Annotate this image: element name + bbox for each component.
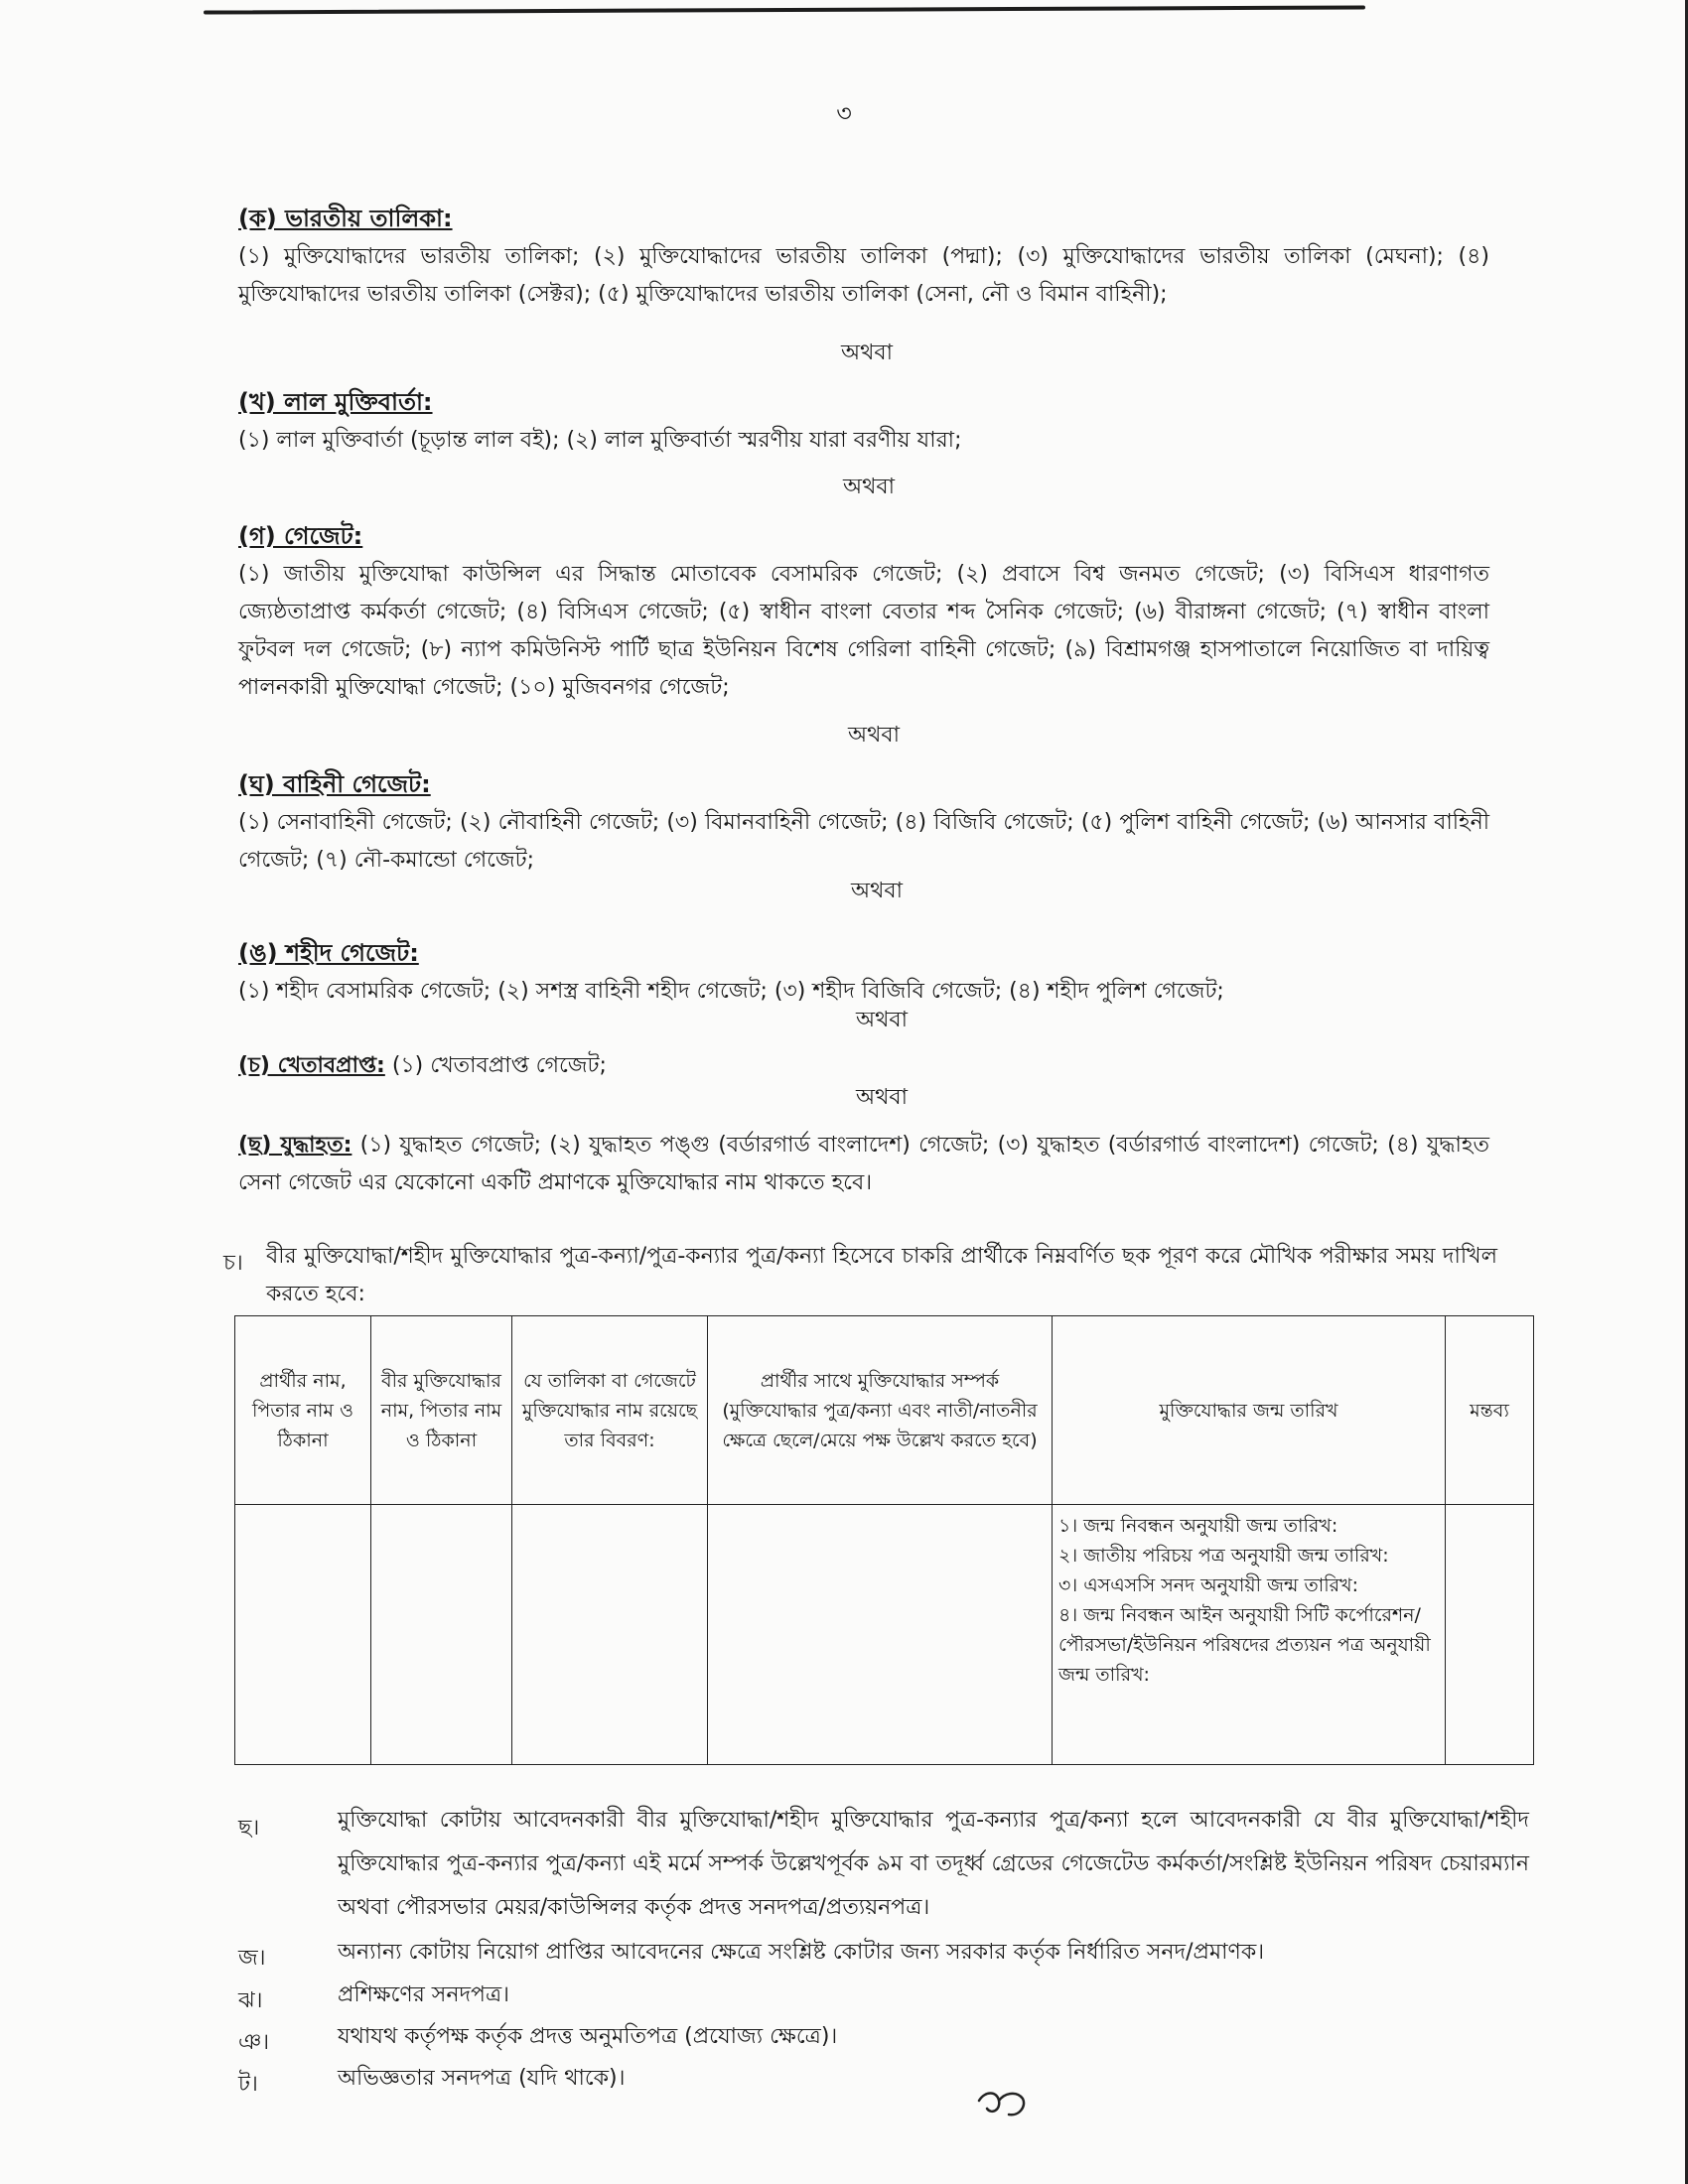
table-header-cell: যে তালিকা বা গেজেটে মুক্তিযোদ্ধার নাম রয়েছে তার বিবরণ: bbox=[512, 1316, 708, 1505]
table-header-cell: মন্তব্য bbox=[1446, 1316, 1534, 1505]
table-header-cell: প্রার্থীর সাথে মুক্তিযোদ্ধার সম্পর্ক (মুক্তিযোদ্ধার পুত্র/কন্যা এবং নাতী/নাতনীর ক্ষেত্রে ছেলে/মেয়ে পক্ষ উল্লেখ করতে হবে) bbox=[708, 1316, 1053, 1505]
scan-top-line bbox=[204, 5, 1365, 14]
section-kha bbox=[238, 382, 1489, 460]
item-cha-marker: চ। bbox=[223, 1251, 243, 1276]
handwritten-initial-icon bbox=[973, 2085, 1033, 2124]
item-text: প্রশিক্ষণের সনদপত্র। bbox=[338, 1982, 509, 2007]
relationship-cell[interactable] bbox=[708, 1505, 1053, 1765]
list-item bbox=[238, 2015, 1529, 2059]
section-ka bbox=[238, 199, 1489, 314]
section-uma-heading: (ঙ) শহীদ গেজেট: bbox=[238, 939, 419, 967]
birth-date-cell[interactable] bbox=[1053, 1505, 1446, 1765]
or-separator-5: অথবা bbox=[856, 1008, 908, 1032]
section-ga-heading: (গ) গেজেট: bbox=[238, 522, 363, 550]
table-header-cell: মুক্তিযোদ্ধার জন্ম তারিখ bbox=[1053, 1316, 1446, 1505]
item-marker: জ। bbox=[238, 1946, 266, 1971]
or-separator-4: অথবা bbox=[851, 879, 903, 903]
remarks-cell[interactable] bbox=[1446, 1505, 1534, 1765]
section-gha-text: (১) সেনাবাহিনী গেজেট; (২) নৌবাহিনী গেজেট; (৩) বিমানবাহিনী গেজেট; (৪) বিজিবি গেজেট; (৫) পুলিশ বাহিনী গেজেট; (৬) আনসার বাহিনী গেজেট; (৭) নৌ-কমান্ডো গেজেট; bbox=[238, 810, 1489, 873]
section-cha-text: (১) খেতাবপ্রাপ্ত গেজেট; bbox=[391, 1053, 607, 1078]
list-item bbox=[238, 1974, 1529, 2017]
section-cha-heading: (চ) খেতাবপ্রাপ্ত: bbox=[238, 1053, 385, 1078]
birth-date-line: ৩। এসএসসি সনদ অনুযায়ী জন্ম তারিখ: bbox=[1058, 1574, 1359, 1596]
list-gazette-details-cell[interactable] bbox=[512, 1505, 708, 1765]
section-uma bbox=[238, 933, 1489, 1011]
freedom-fighter-relation-table bbox=[234, 1315, 1534, 1765]
table-header-cell: বীর মুক্তিযোদ্ধার নাম, পিতার নাম ও ঠিকানা bbox=[371, 1316, 512, 1505]
section-gha-heading: (ঘ) বাহিনী গেজেট: bbox=[238, 770, 431, 798]
page-number: ৩ bbox=[836, 99, 852, 127]
or-separator-2: অথবা bbox=[843, 475, 895, 499]
item-text: যথাযথ কর্তৃপক্ষ কর্তৃক প্রদত্ত অনুমতিপত্র (প্রযোজ্য ক্ষেত্রে)। bbox=[338, 2024, 838, 2049]
birth-date-line: ১। জন্ম নিবন্ধন অনুযায়ী জন্ম তারিখ: bbox=[1058, 1515, 1338, 1537]
item-marker: ঞ। bbox=[238, 2030, 270, 2055]
birth-date-line: ২। জাতীয় পরিচয় পত্র অনুযায়ী জন্ম তারিখ: bbox=[1058, 1545, 1389, 1567]
or-separator-1: অথবা bbox=[841, 341, 893, 365]
section-uma-text: (১) শহীদ বেসামরিক গেজেট; (২) সশস্ত্র বাহিনী শহীদ গেজেট; (৩) শহীদ বিজিবি গেজেট; (৪) শহীদ পুলিশ গেজেট; bbox=[238, 979, 1224, 1004]
section-chha-heading: (ছ) যুদ্ধাহত: bbox=[238, 1133, 352, 1158]
item-text: অন্যান্য কোটায় নিয়োগ প্রাপ্তির আবেদনের ক্ষেত্রে সংশ্লিষ্ট কোটার জন্য সরকার কর্তৃক নির্ধারিত সনদ/প্রমাণক। bbox=[338, 1940, 1265, 1965]
list-item bbox=[238, 1799, 1529, 1928]
section-chha-text: (১) যুদ্ধাহত গেজেট; (২) যুদ্ধাহত পঙ্গু (বর্ডারগার্ড বাংলাদেশ) গেজেট; (৩) যুদ্ধাহত (বর্ডারগার্ড বাংলাদেশ) গেজেট; (৪) যুদ্ধাহত সেনা গেজেট এর যেকোনো একটি প্রমাণকে মুক্তিযোদ্ধার নাম থাকতে হবে। bbox=[238, 1133, 1489, 1195]
table-row bbox=[235, 1505, 1534, 1765]
section-ka-heading: (ক) ভারতীয় তালিকা: bbox=[238, 205, 453, 232]
list-item bbox=[238, 2057, 1529, 2101]
section-ka-text: (১) মুক্তিযোদ্ধাদের ভারতীয় তালিকা; (২) মুক্তিযোদ্ধাদের ভারতীয় তালিকা (পদ্মা); (৩) মুক্তিযোদ্ধাদের ভারতীয় তালিকা (মেঘনা); (৪) মুক্তিযোদ্ধাদের ভারতীয় তালিকা (সেক্টর); (৫) মুক্তিযোদ্ধাদের ভারতীয় তালিকা (সেনা, নৌ ও বিমান বাহিনী); bbox=[238, 244, 1489, 307]
section-chha bbox=[238, 1127, 1489, 1202]
or-separator-6: অথবা bbox=[856, 1085, 908, 1110]
item-text: মুক্তিযোদ্ধা কোটায় আবেদনকারী বীর মুক্তিযোদ্ধা/শহীদ মুক্তিযোদ্ধার পুত্র-কন্যার পুত্র/কন্যা হলে আবেদনকারী যে বীর মুক্তিযোদ্ধা/শহীদ মুক্তিযোদ্ধার পুত্র-কন্যার পুত্র/কন্যা এই মর্মে সম্পর্ক উল্লেখপূর্বক ৯ম বা তদূর্ধ্ব গ্রেডের গেজেটেড কর্মকর্তা/সংশ্লিষ্ট ইউনিয়ন পরিষদ চেয়ারম্যান অথবা পৌরসভার মেয়র/কাউন্সিলর কর্তৃক প্রদত্ত সনদপত্র/প্রত্যয়নপত্র। bbox=[338, 1808, 1529, 1920]
item-cha-text: বীর মুক্তিযোদ্ধা/শহীদ মুক্তিযোদ্ধার পুত্র-কন্যা/পুত্র-কন্যার পুত্র/কন্যা হিসেবে চাকরি প্রার্থীকে নিম্নবর্ণিত ছক পূরণ করে মৌখিক পরীক্ষার সময় দাখিল করতে হবে: bbox=[266, 1244, 1497, 1306]
birth-date-line: ৪। জন্ম নিবন্ধন আইন অনুযায়ী সিটি কর্পোরেশন/পৌরসভা/ইউনিয়ন পরিষদের প্রত্যয়ন পত্র অনুযায়ী জন্ম তারিখ: bbox=[1058, 1604, 1431, 1686]
table-header-cell: প্রার্থীর নাম, পিতার নাম ও ঠিকানা bbox=[235, 1316, 371, 1505]
or-separator-3: অথবা bbox=[848, 723, 900, 748]
section-gha bbox=[238, 764, 1489, 880]
item-marker: ঝ। bbox=[238, 1988, 263, 2013]
section-kha-text: (১) লাল মুক্তিবার্তা (চূড়ান্ত লাল বই); (২) লাল মুক্তিবার্তা স্মরণীয় যারা বরণীয় যারা; bbox=[238, 428, 962, 453]
freedom-fighter-info-cell[interactable] bbox=[371, 1505, 512, 1765]
section-kha-heading: (খ) লাল মুক্তিবার্তা: bbox=[238, 388, 433, 416]
table-header-row bbox=[235, 1316, 1534, 1505]
item-text: অভিজ্ঞতার সনদপত্র (যদি থাকে)। bbox=[338, 2066, 626, 2091]
list-item bbox=[238, 1931, 1529, 1975]
applicant-info-cell[interactable] bbox=[235, 1505, 371, 1765]
section-ga bbox=[238, 516, 1489, 707]
item-marker: ছ। bbox=[238, 1816, 260, 1841]
section-ga-text: (১) জাতীয় মুক্তিযোদ্ধা কাউন্সিল এর সিদ্ধান্ত মোতাবেক বেসামরিক গেজেট; (২) প্রবাসে বিশ্ব জনমত গেজেট; (৩) বিসিএস ধারণাগত জ্যেষ্ঠতাপ্রাপ্ত কর্মকর্তা গেজেট; (৪) বিসিএস গেজেট; (৫) স্বাধীন বাংলা বেতার শব্দ সৈনিক গেজেট; (৬) বীরাঙ্গনা গেজেট; (৭) স্বাধীন বাংলা ফুটবল দল গেজেট; (৮) ন্যাপ কমিউনিস্ট পার্টি ছাত্র ইউনিয়ন বিশেষ গেরিলা বাহিনী গেজেট; (৯) বিশ্রামগঞ্জ হাসপাতালে নিয়োজিত বা দায়িত্ব পালনকারী মুক্তিযোদ্ধা গেজেট; (১০) মুজিবনগর গেজেট; bbox=[238, 562, 1489, 700]
item-marker: ট। bbox=[238, 2072, 258, 2097]
